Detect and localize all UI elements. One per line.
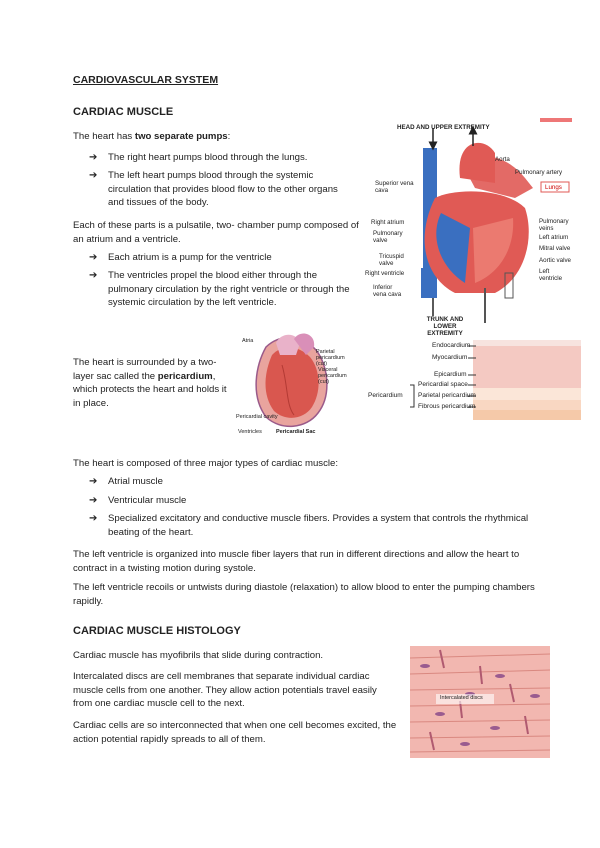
pericardium-text: The heart is surrounded by a two-layer sac called the pericardium, which protects the heart and holds it in place. (73, 357, 227, 409)
intro-text: The heart has two separate pumps: (73, 131, 231, 142)
figure-label: Visceral pericardium (cut) (318, 367, 347, 385)
heart-label: Left ventricle (539, 268, 563, 282)
arrow-icon: ➔ (89, 152, 98, 163)
heart-label: Right ventricle (365, 270, 405, 277)
fiber-layers-text: The left ventricle is organized into muscle fiber layers that run in different directions and allow the heart to contract in a twisting motion during systole. (73, 549, 520, 574)
heart-label: Tricuspid valve (379, 253, 404, 267)
arrow-icon: ➔ (89, 270, 98, 281)
recoil-text: The left ventricle recoils or untwists during diastole (relaxation) to allow blood to enter the pumping chambers rapidly. (73, 582, 535, 607)
arrow-icon: ➔ (89, 476, 98, 487)
figure-label: Ventricles (238, 429, 262, 435)
figure-caption: Pericardial Sac (276, 429, 316, 435)
heart-label: Pulmonary veins (539, 218, 569, 232)
arrow-icon: ➔ (89, 252, 98, 263)
list-item: ➔ Specialized excitatory and conductive muscle fibers. Provides a system that controls the rhythmical beating of the heart. (89, 513, 529, 538)
list-item: ➔ The left heart pumps blood through the systemic circulation that provides blood flow to the other organs and tissues of the body. (89, 170, 338, 208)
list-item: ➔ Atrial muscle (89, 476, 163, 487)
histology-p1: Cardiac muscle has myofibrils that slide during contraction. (73, 650, 324, 661)
heart-circulation-diagram (355, 118, 585, 337)
list-item: ➔ Each atrium is a pump for the ventricle (89, 252, 272, 263)
pericardial-sac-diagram (236, 325, 354, 440)
figure-label: Atria (242, 338, 254, 344)
histology-image (410, 646, 550, 758)
layer-label: Endocardium (432, 342, 471, 349)
figure-label: Pericardial cavity (236, 414, 278, 420)
doc-title: CARDIOVASCULAR SYSTEM (73, 74, 219, 86)
layer-label: Myocardium (432, 354, 468, 361)
histology-p3: Cardiac cells are so interconnected that when one cell becomes excited, the action potential rapidly spreads to all of them. (73, 720, 397, 745)
histology-p2: Intercalated discs are cell membranes that separate individual cardiac muscle cells from one another. They allow action potentials travel easily from one cardiac muscle cell to the next. (73, 671, 377, 709)
heart-label: Mitral valve (539, 245, 571, 252)
list-item: ➔ The ventricles propel the blood either through the pulmonary circulation by the right ventricle or through the systemic circulation by the left ventricle. (89, 270, 350, 308)
list-item: ➔ The right heart pumps blood through the lungs. (89, 152, 308, 163)
list-item: ➔ Ventricular muscle (89, 495, 187, 506)
layer-label: Pericardial space (418, 381, 468, 388)
muscle-types-intro: The heart is composed of three major types of cardiac muscle: (73, 458, 339, 469)
heart-label: Aortic valve (539, 257, 571, 264)
layer-label: Fibrous pericardium (418, 403, 476, 410)
heart-label: Pulmonary artery (515, 169, 563, 176)
section-heading-cardiac-muscle: CARDIAC MUSCLE (73, 106, 174, 118)
arrow-icon: ➔ (89, 513, 98, 524)
arrow-icon: ➔ (89, 495, 98, 506)
heart-label: Inferior vena cava (373, 284, 402, 298)
heart-label: Lungs (545, 184, 562, 191)
diagram-bottom-label: TRUNK AND LOWER EXTREMITY (426, 316, 464, 337)
layer-label: Pericardium (368, 392, 403, 399)
heart-label: Superior vena cava (375, 180, 414, 194)
section-heading-histology: CARDIAC MUSCLE HISTOLOGY (73, 625, 241, 637)
layer-label: Parietal pericardium (418, 392, 476, 399)
histology-label: Intercalated discs (440, 695, 483, 701)
heart-label: Left atrium (539, 234, 569, 241)
heart-label: Aorta (495, 156, 510, 163)
arrow-icon: ➔ (89, 170, 98, 181)
heart-label: Right atrium (371, 219, 405, 226)
heart-label: Pulmonary valve (373, 230, 403, 244)
pulsatile-text: Each of these parts is a pulsatile, two- chamber pump composed of an atrium and a ventricle. (73, 220, 359, 245)
figure-label: Parietal pericardium (cut) (316, 349, 345, 367)
diagram-top-label: HEAD AND UPPER EXTREMITY (397, 124, 490, 131)
layer-label: Epicardium (434, 371, 467, 378)
heart-wall-layers-diagram (368, 336, 583, 446)
